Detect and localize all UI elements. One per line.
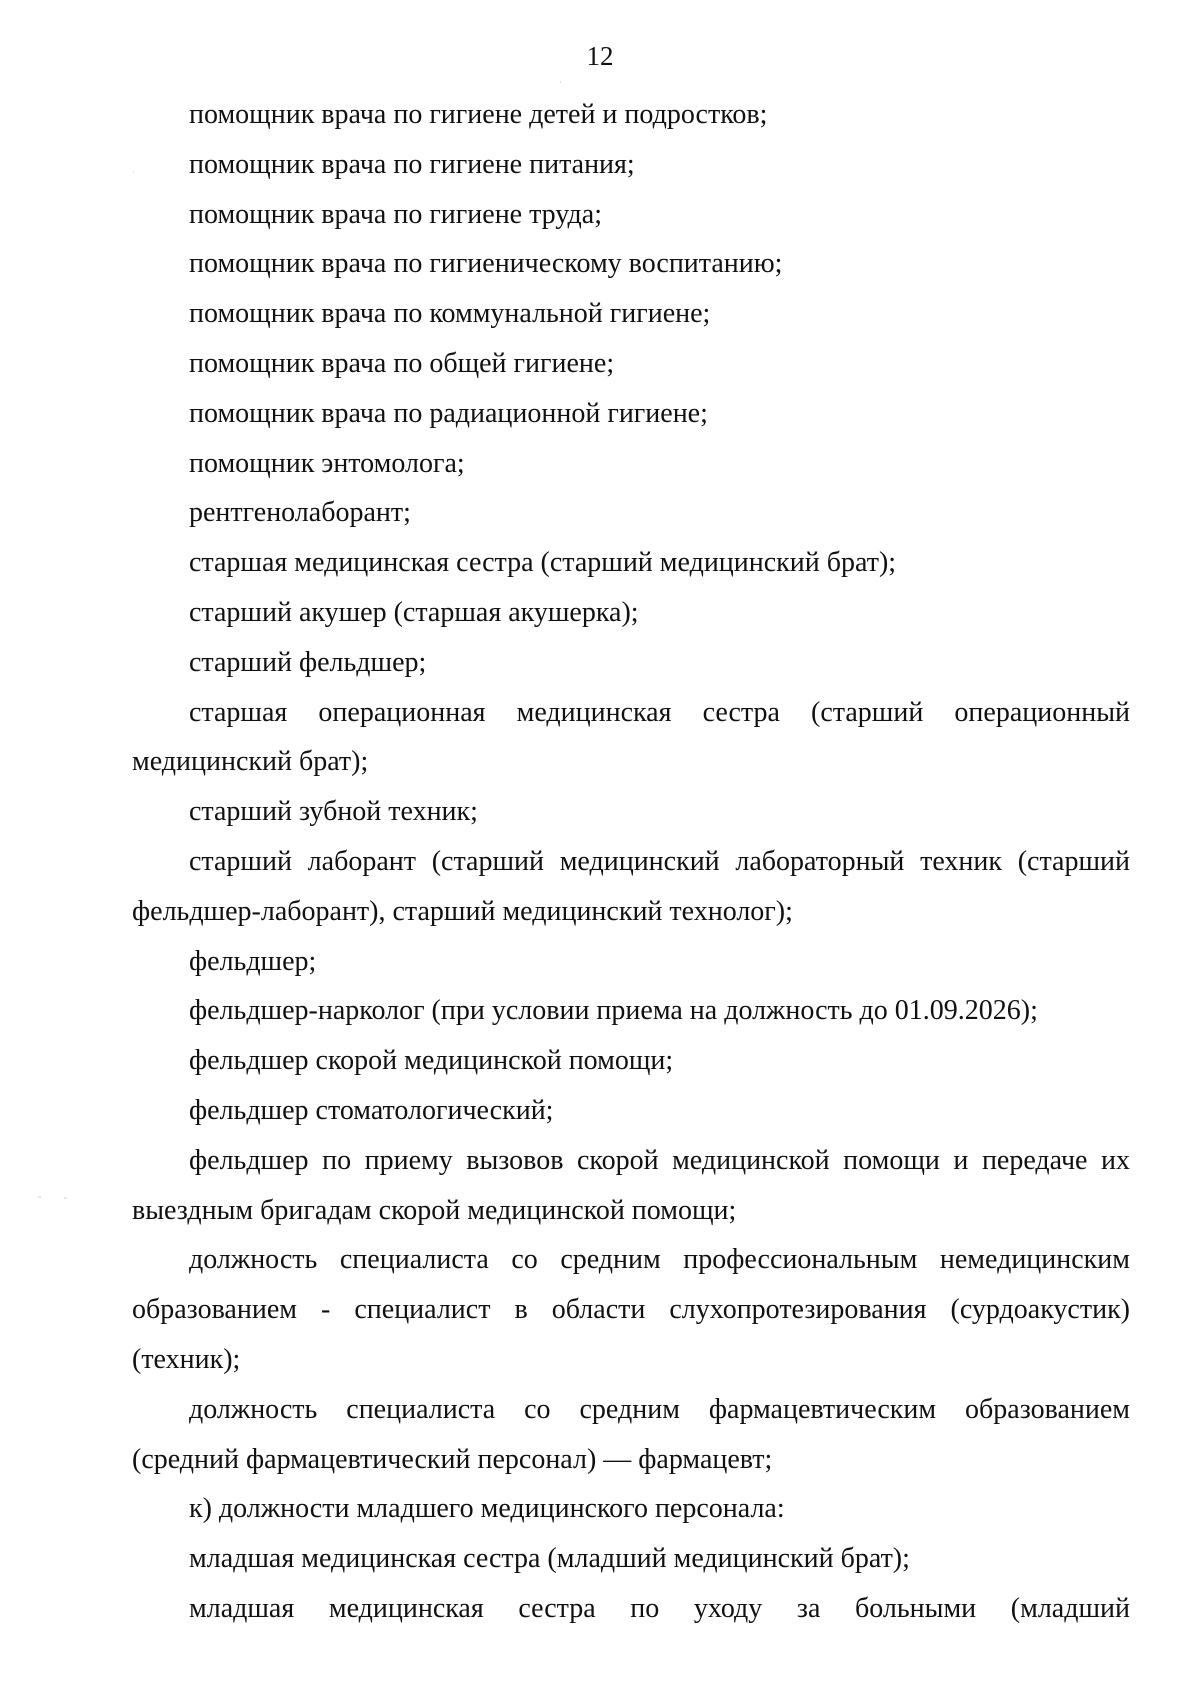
- list-item: помощник врача по гигиене питания;: [189, 148, 635, 180]
- list-item: помощник врача по радиационной гигиене;: [189, 397, 708, 429]
- list-item: помощник врача по гигиене детей и подростков;: [189, 99, 768, 130]
- list-item: младшая медицинская сестра по уходу за больными (младший: [189, 1592, 1130, 1624]
- list-item: старшая медицинская сестра (старший медицинский брат);: [189, 547, 897, 579]
- list-item: старший лаборант (старший медицинский лабораторный техник (старший фельдшер-лаборант), старший медицинский технолог);: [132, 845, 1130, 927]
- list-item: помощник врача по коммунальной гигиене;: [189, 298, 711, 330]
- section-heading: к) должности младшего медицинского персонала:: [189, 1493, 785, 1525]
- list-item: фельдшер-нарколог (при условии приема на должность до 01.09.2026);: [189, 995, 1038, 1027]
- list-item: помощник энтомолога;: [189, 447, 465, 479]
- list-item: рентгенолаборант;: [189, 497, 411, 529]
- list-item: помощник врача по общей гигиене;: [189, 347, 615, 379]
- list-item: помощник врача по гигиеническому воспитанию;: [189, 248, 783, 280]
- document-body: [132, 90, 1130, 1634]
- list-item: старшая операционная медицинская сестра (старший операционный медицинский брат);: [132, 696, 1130, 778]
- list-item: должность специалиста со средним профессиональным немедицинским образованием - специалист в области слухопротезирования (сурдоакустик) (техник);: [132, 1244, 1130, 1375]
- list-item: фельдшер;: [189, 945, 317, 977]
- list-item: старший фельдшер;: [189, 646, 427, 678]
- list-item: фельдшер по приему вызовов скорой медицинской помощи и передаче их выездным бригадам скорой медицинской помощи;: [132, 1144, 1130, 1226]
- list-item: фельдшер скорой медицинской помощи;: [189, 1045, 674, 1077]
- list-item: старший акушер (старшая акушерка);: [189, 596, 639, 628]
- page-number: 12: [586, 41, 614, 71]
- list-item: младшая медицинская сестра (младший медицинский брат);: [189, 1543, 910, 1575]
- list-item: помощник врача по гигиене труда;: [189, 198, 602, 230]
- list-item: старший зубной техник;: [189, 796, 478, 828]
- list-item: должность специалиста со средним фармацевтическим образованием (средний фармацевтический персонал) — фармацевт;: [132, 1393, 1130, 1475]
- list-item: фельдшер стоматологический;: [189, 1094, 554, 1126]
